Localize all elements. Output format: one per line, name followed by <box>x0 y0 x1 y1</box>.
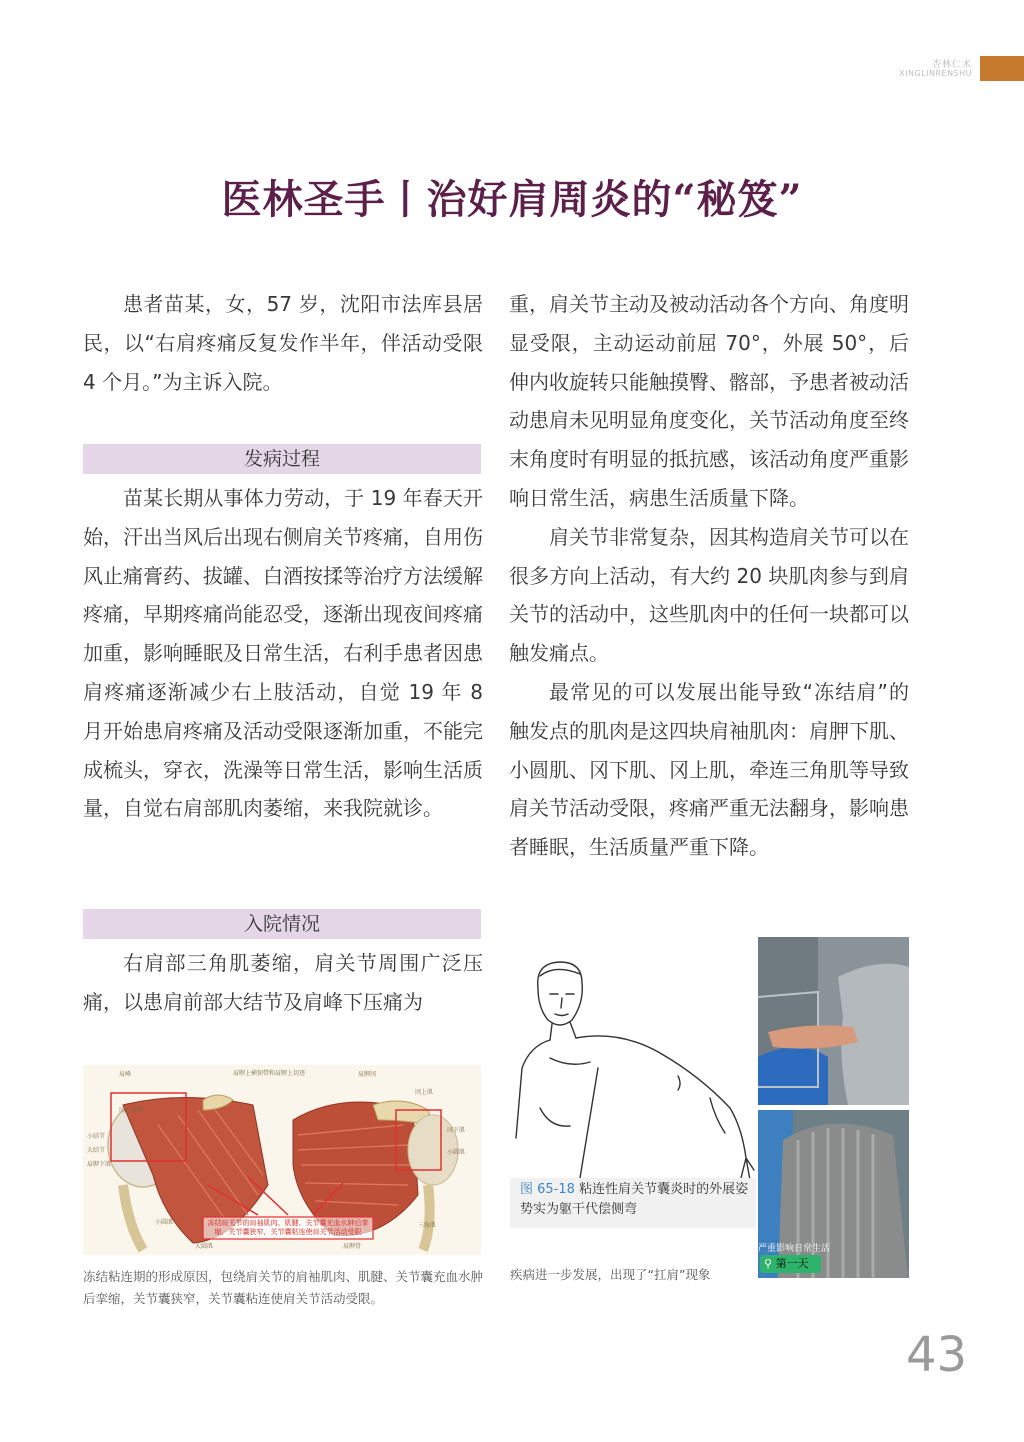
anatomy-label-l0: 肩峰 <box>119 1071 132 1078</box>
article-title: 医林圣手丨治好肩周炎的“秘笈” <box>221 176 803 223</box>
left-column-onset <box>83 479 483 828</box>
posture-caption: 疾病进一步发展，出现了“扛肩”现象 <box>510 1267 711 1282</box>
intro-paragraph: 患者苗某，女，57 岁，沈阳市法库县居民，以“右肩疼痛反复发作半年，伴活动受限 4 个月。”为主诉入院。 <box>83 292 483 394</box>
anatomy-label-r5: 肩胛骨 <box>343 1243 362 1250</box>
patient-photo-arm-image <box>758 937 909 1105</box>
anatomy-label-r3: 小圆肌 <box>447 1149 466 1156</box>
section-heading-admission: 入院情况 <box>83 909 481 939</box>
anatomy-caption: 冻结粘连期的形成原因，包绕肩关节的肩袖肌肉、肌腱、关节囊充血水肿后挛缩，关节囊狭窄，关节囊粘连使肩关节活动受限。 <box>83 1269 484 1306</box>
rotator-cuff-paragraph: 最常见的可以发展出能导致“冻结肩”的触发点的肌肉是这四块肩袖肌肉：肩胛下肌、小圆肌、冈下肌、冈上肌，牵连三角肌等导致肩关节活动受限，疼痛严重无法翻身，影响患者睡眠，生活质量严重下降。 <box>509 679 909 860</box>
photo-overlay-text: 严重影响日常生活 <box>758 1244 831 1254</box>
right-column <box>509 285 909 867</box>
anatomy-label-l4: 肩胛下肌 <box>87 1161 112 1168</box>
posture-fig-text: 粘连性肩关节囊炎时的外展姿势实为躯干代偿侧弯 <box>520 1182 749 1217</box>
patient-photo-arm <box>758 937 909 1105</box>
posture-sketch-figure <box>510 958 756 1228</box>
shoulder-complexity-paragraph: 肩关节非常复杂，因其构造肩关节可以在很多方向上活动，有大约 20 块肌肉参与到肩关节的活动中，这些肌肉中的任何一块都可以触发痛点。 <box>509 524 909 666</box>
anatomy-label-top: 肩胛上横韧带和肩胛上切迹 <box>233 1070 306 1077</box>
left-column-intro <box>83 285 483 401</box>
search-icon: ⚲ <box>764 1257 773 1270</box>
magazine-name-en: XINGLINRENSHU <box>899 69 972 78</box>
anatomy-label-l2: 小结节 <box>87 1133 106 1140</box>
section-heading-onset: 发病过程 <box>83 444 481 474</box>
anatomy-label-r2: 冈下肌 <box>447 1127 466 1134</box>
magazine-name-cn: 杏林仁术 <box>931 60 972 70</box>
onset-paragraph: 苗某长期从事体力劳动，于 19 年春天开始，汗出当风后出现右侧肩关节疼痛，自用伤风止痛膏药、拔罐、白酒按揉等治疗方法缓解疼痛，早期疼痛尚能忍受，逐渐出现夜间疼痛加重，影响睡眠及日常生活，右利手患者因患肩疼痛逐渐减少右上肢活动，自觉 19 年 8 月开始患肩疼痛及活动受限逐渐加重，不能完成梳头，穿衣，洗澡等日常生活，影响生活质量，自觉右肩部肌肉萎缩，来我院就诊。 <box>83 486 483 821</box>
left-column-admission <box>83 944 483 1022</box>
admission-paragraph-cont: 重，肩关节主动及被动活动各个方向、角度明显受限，主动运动前屈 70°，外展 50°，后伸内收旋转只能触摸臀、髂部，予患者被动活动患肩未见明显角度变化，关节活动角度至终末角度时有明显的抵抗感，该活动角度严重影响日常生活，病患生活质量下降。 <box>509 292 909 510</box>
anatomy-label-l1: 冈上肌腱 <box>119 1107 144 1114</box>
anatomy-label-r4: 三角肌 <box>418 1222 437 1229</box>
page-number: 43 <box>906 1327 968 1383</box>
photo-day-badge <box>760 1255 821 1273</box>
header-color-block <box>980 56 1024 81</box>
anatomy-label-l5: 小圆肌 <box>155 1219 174 1226</box>
posture-fig-label <box>520 1180 756 1220</box>
photo-day-badge-label: 第一天 <box>775 1257 809 1270</box>
anatomy-label-r1: 冈上肌 <box>415 1089 434 1096</box>
admission-paragraph-start: 右肩部三角肌萎缩，肩关节周围广泛压痛，以患肩前部大结节及肩峰下压痛为 <box>83 951 483 1014</box>
posture-fig-number: 图 65-18 <box>520 1182 575 1197</box>
patient-photo-back <box>758 1110 909 1278</box>
shoulder-anatomy-figure <box>83 1065 481 1255</box>
anatomy-label-l6: 大圆肌 <box>195 1243 214 1250</box>
anatomy-label-r0: 肩胛冈 <box>358 1071 377 1078</box>
anatomy-label-l3: 大结节 <box>87 1147 106 1154</box>
anatomy-note: 冻结肩关节的肩袖肌肉、肌腱、关节囊充血水肿后挛缩，关节囊狭窄，关节囊粘连使肩关节活动受限 <box>207 1219 369 1236</box>
